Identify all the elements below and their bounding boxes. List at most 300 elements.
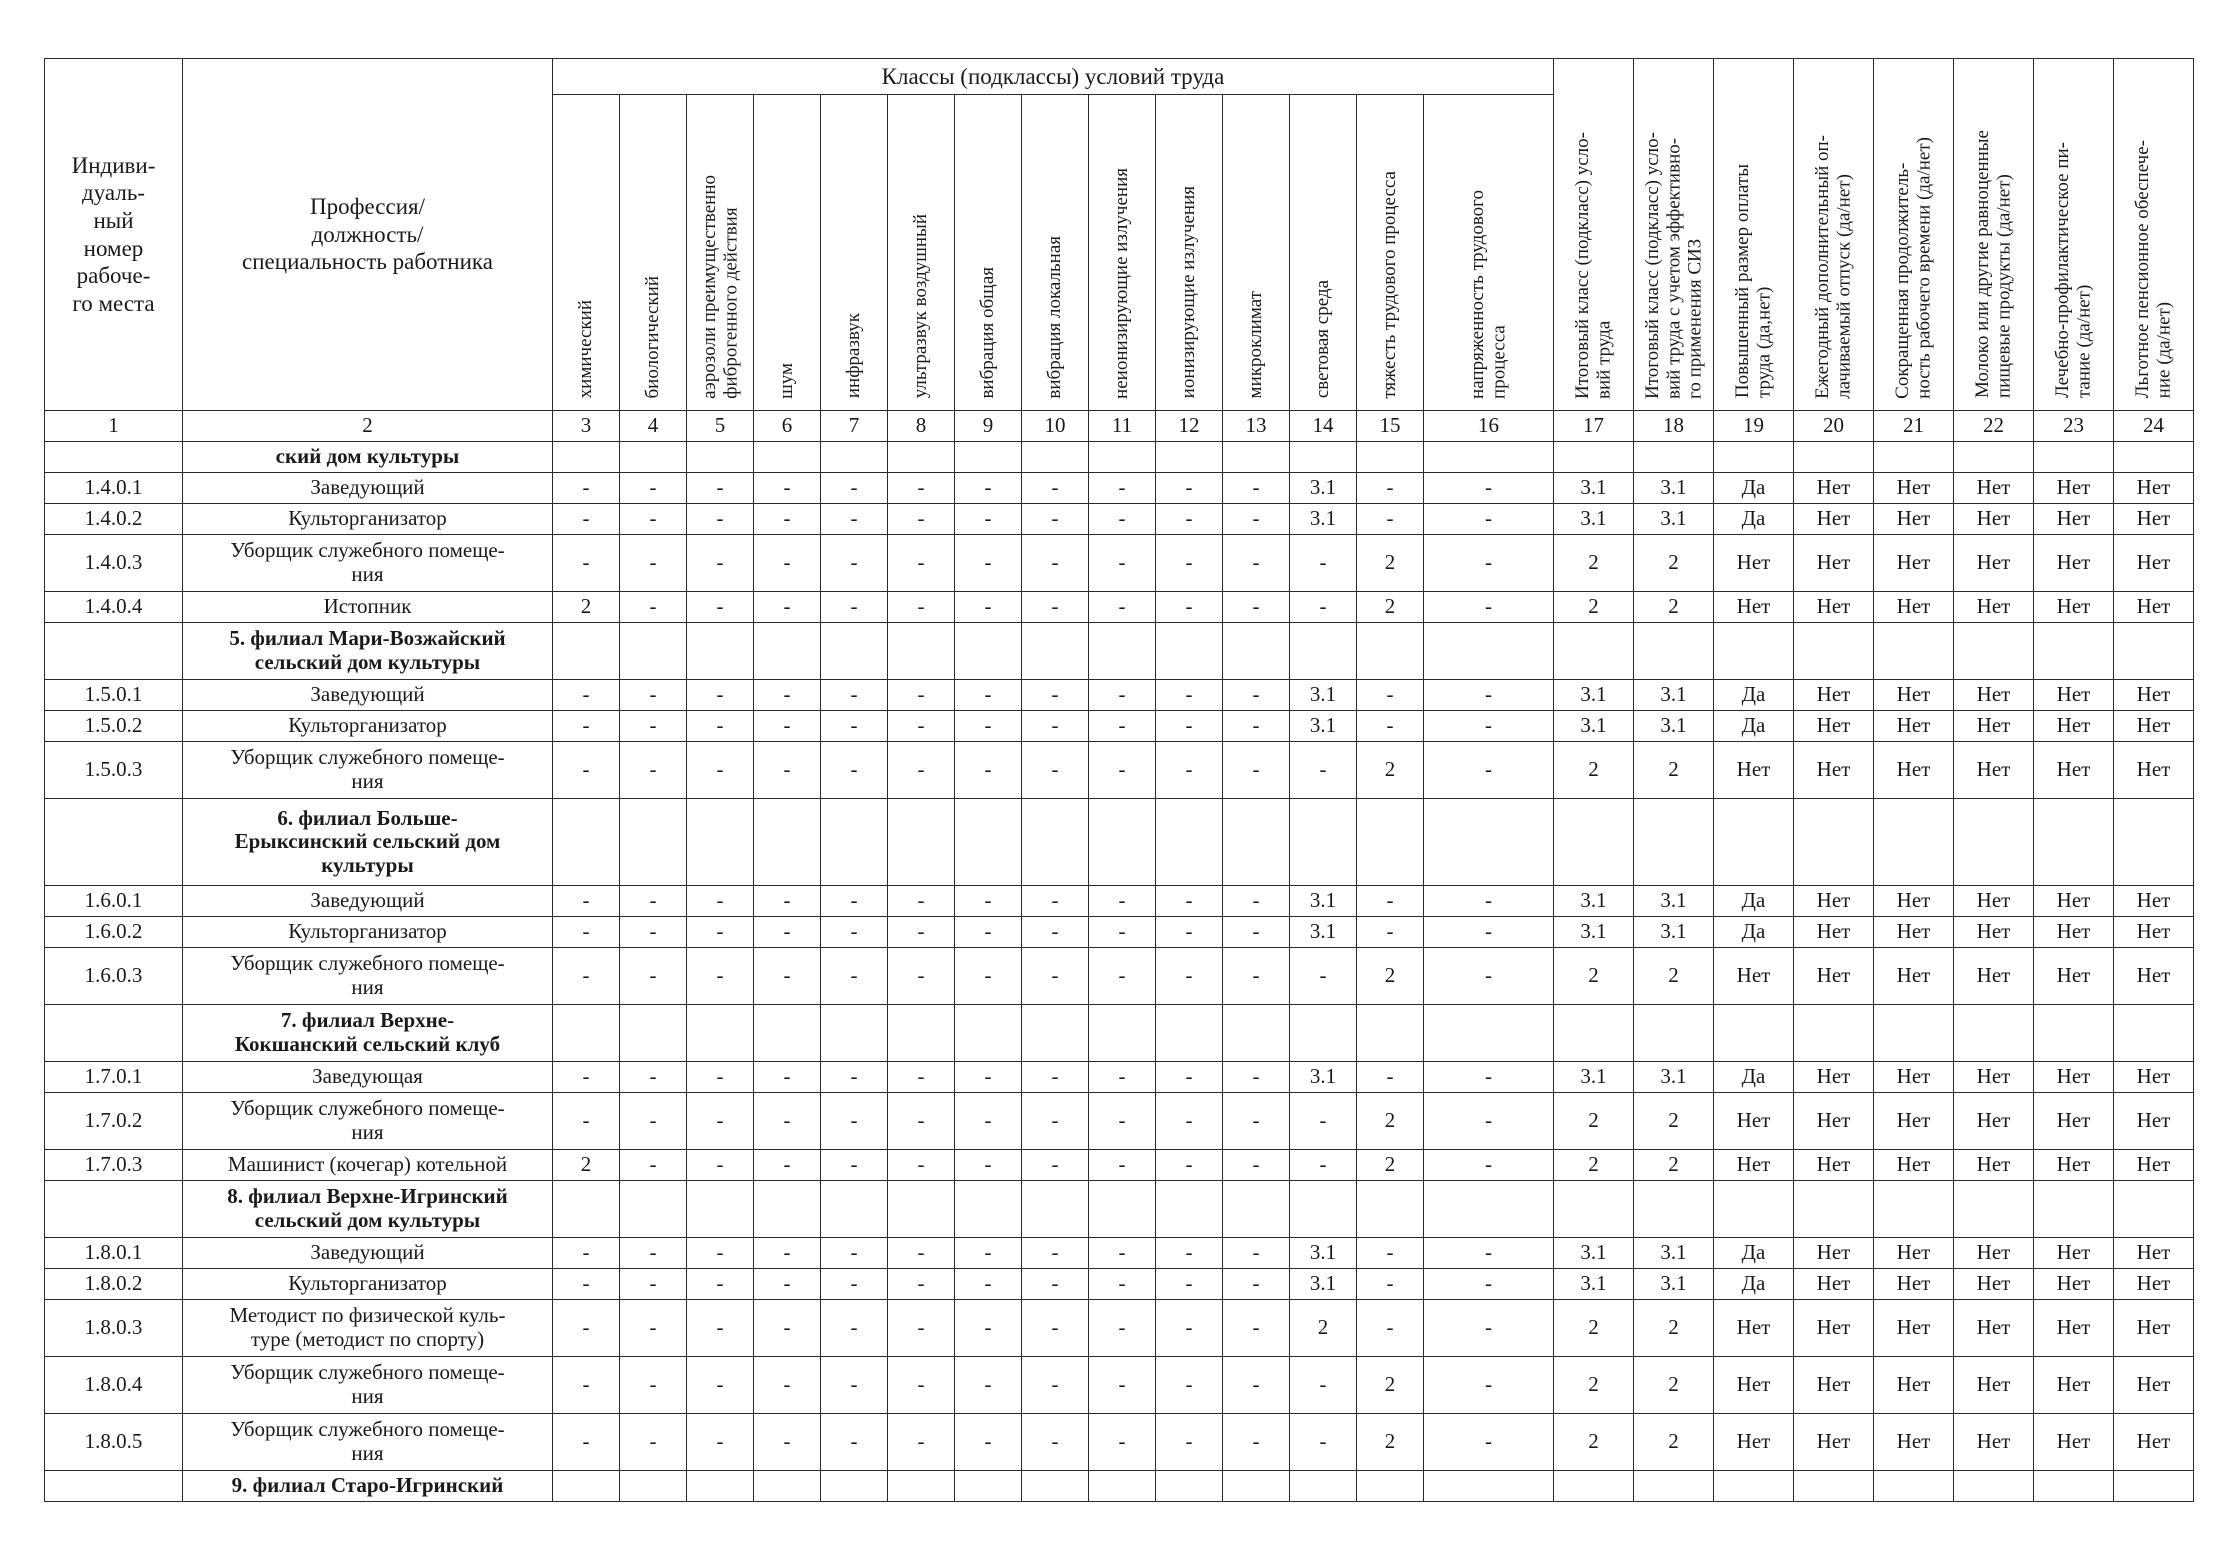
section-empty-cell — [1089, 1181, 1156, 1238]
section-empty-cell — [821, 1005, 888, 1062]
value-cell: - — [754, 917, 821, 948]
table-row — [45, 1269, 2194, 1300]
section-empty-cell — [1424, 1005, 1554, 1062]
value-cell: - — [754, 680, 821, 711]
column-number: 20 — [1794, 411, 1874, 442]
column-number: 3 — [553, 411, 620, 442]
section-empty-cell — [888, 1471, 955, 1502]
value-cell: Нет — [1714, 1357, 1794, 1414]
value-cell: Нет — [1794, 917, 1874, 948]
value-cell: - — [1357, 1062, 1424, 1093]
value-cell: - — [754, 1238, 821, 1269]
column-number: 4 — [620, 411, 687, 442]
value-cell: Нет — [2034, 948, 2114, 1005]
section-empty-cell — [1357, 799, 1424, 886]
header-factor-9-text: неионизирующие излучения — [1111, 167, 1133, 399]
header-factor-5 — [821, 95, 888, 411]
value-cell: - — [687, 711, 754, 742]
value-cell: - — [1290, 1414, 1357, 1471]
section-empty-cell — [1874, 1181, 1954, 1238]
value-cell: - — [1089, 473, 1156, 504]
value-cell: - — [687, 592, 754, 623]
section-empty-cell — [955, 1471, 1022, 1502]
section-empty-cell — [1089, 799, 1156, 886]
value-cell: - — [1156, 742, 1223, 799]
value-cell: - — [888, 504, 955, 535]
profession-name: Истопник — [183, 592, 553, 623]
value-cell: - — [1424, 1414, 1554, 1471]
section-empty-cell — [1424, 1181, 1554, 1238]
value-cell: - — [821, 1150, 888, 1181]
value-cell: - — [1022, 1300, 1089, 1357]
header-factor-7 — [955, 95, 1022, 411]
section-empty-cell — [687, 1471, 754, 1502]
table-row — [45, 1300, 2194, 1357]
value-cell: - — [1290, 742, 1357, 799]
section-id-cell — [45, 1471, 183, 1502]
value-cell: - — [1089, 742, 1156, 799]
section-empty-cell — [1424, 442, 1554, 473]
value-cell: - — [821, 1062, 888, 1093]
value-cell: Нет — [2034, 1300, 2114, 1357]
value-cell: - — [955, 592, 1022, 623]
section-empty-cell — [620, 1471, 687, 1502]
section-empty-cell — [821, 799, 888, 886]
header-factor-14 — [1424, 95, 1554, 411]
value-cell: - — [1424, 948, 1554, 1005]
value-cell: - — [620, 1238, 687, 1269]
value-cell: - — [1022, 680, 1089, 711]
header-summary-3 — [1714, 59, 1794, 411]
section-empty-cell — [888, 1005, 955, 1062]
section-empty-cell — [1554, 799, 1634, 886]
value-cell: 2 — [1554, 535, 1634, 592]
value-cell: - — [1223, 1357, 1290, 1414]
working-conditions-table — [44, 58, 2194, 1502]
profession-name: Заведующий — [183, 1238, 553, 1269]
value-cell: Нет — [2114, 742, 2194, 799]
value-cell: - — [955, 1150, 1022, 1181]
value-cell: - — [1223, 1062, 1290, 1093]
section-empty-cell — [888, 623, 955, 680]
value-cell: Нет — [2114, 680, 2194, 711]
column-number: 2 — [183, 411, 553, 442]
value-cell: 2 — [1554, 742, 1634, 799]
value-cell: - — [955, 1414, 1022, 1471]
column-number-row — [45, 411, 2194, 442]
value-cell: Нет — [1874, 711, 1954, 742]
section-empty-cell — [1022, 623, 1089, 680]
value-cell: - — [888, 1150, 955, 1181]
section-empty-cell — [1290, 1181, 1357, 1238]
value-cell: 2 — [1634, 1414, 1714, 1471]
value-cell: - — [821, 1414, 888, 1471]
profession-name: Культорганизатор — [183, 711, 553, 742]
value-cell: - — [1424, 680, 1554, 711]
header-summary-5 — [1874, 59, 1954, 411]
value-cell: - — [1424, 742, 1554, 799]
header-factor-6 — [888, 95, 955, 411]
value-cell: - — [1156, 535, 1223, 592]
value-cell: - — [1022, 1150, 1089, 1181]
value-cell: Нет — [1874, 742, 1954, 799]
value-cell: - — [1022, 711, 1089, 742]
profession-name: Уборщик служебного помеще- ния — [183, 1414, 553, 1471]
value-cell: - — [1022, 1062, 1089, 1093]
section-empty-cell — [553, 1471, 620, 1502]
value-cell: 3.1 — [1290, 886, 1357, 917]
value-cell: Нет — [2114, 1414, 2194, 1471]
header-summary-2-text: Итоговый класс (подкласс) усло- вий труда с учетом эффективно- го применения СИЗ — [1641, 131, 1706, 399]
value-cell: - — [1156, 948, 1223, 1005]
value-cell: - — [888, 592, 955, 623]
section-empty-cell — [620, 1005, 687, 1062]
value-cell: - — [1424, 535, 1554, 592]
value-cell: - — [754, 742, 821, 799]
value-cell: - — [1357, 680, 1424, 711]
workplace-number: 1.7.0.3 — [45, 1150, 183, 1181]
value-cell: Нет — [2034, 1414, 2114, 1471]
section-empty-cell — [1954, 442, 2034, 473]
value-cell: 3.1 — [1634, 1238, 1714, 1269]
value-cell: 2 — [1634, 1357, 1714, 1414]
value-cell: - — [888, 948, 955, 1005]
value-cell: 3.1 — [1554, 473, 1634, 504]
value-cell: - — [955, 535, 1022, 592]
value-cell: Нет — [2114, 1062, 2194, 1093]
section-empty-cell — [888, 442, 955, 473]
value-cell: - — [821, 1093, 888, 1150]
table-row — [45, 948, 2194, 1005]
workplace-number: 1.8.0.1 — [45, 1238, 183, 1269]
profession-name: Методист по физической куль- туре (методист по спорту) — [183, 1300, 553, 1357]
section-empty-cell — [620, 1181, 687, 1238]
header-factor-5-text: инфразвук — [843, 313, 865, 399]
value-cell: Нет — [1794, 1300, 1874, 1357]
section-empty-cell — [1223, 1005, 1290, 1062]
table-row — [45, 742, 2194, 799]
section-empty-cell — [1554, 1005, 1634, 1062]
section-empty-cell — [955, 442, 1022, 473]
profession-name: Заведующий — [183, 473, 553, 504]
section-empty-cell — [821, 1181, 888, 1238]
value-cell: 2 — [1554, 1414, 1634, 1471]
value-cell: Нет — [2034, 742, 2114, 799]
value-cell: - — [955, 917, 1022, 948]
value-cell: - — [955, 680, 1022, 711]
value-cell: - — [1156, 1150, 1223, 1181]
value-cell: - — [1156, 1414, 1223, 1471]
value-cell: - — [1089, 886, 1156, 917]
value-cell: 2 — [553, 592, 620, 623]
table-body — [45, 442, 2194, 1502]
value-cell: Нет — [1874, 1093, 1954, 1150]
value-cell: Нет — [1954, 504, 2034, 535]
value-cell: - — [1357, 711, 1424, 742]
section-empty-cell — [1954, 1005, 2034, 1062]
value-cell: Нет — [1794, 1093, 1874, 1150]
value-cell: - — [620, 592, 687, 623]
section-empty-cell — [1156, 442, 1223, 473]
value-cell: 3.1 — [1290, 1238, 1357, 1269]
header-summary-3-text: Повышенный размер оплаты труда (да,нет) — [1732, 164, 1775, 399]
section-empty-cell — [1022, 1471, 1089, 1502]
section-id-cell — [45, 1181, 183, 1238]
profession-name: Машинист (кочегар) котельной — [183, 1150, 553, 1181]
value-cell: 2 — [1357, 592, 1424, 623]
value-cell: - — [553, 742, 620, 799]
section-empty-cell — [2034, 1471, 2114, 1502]
section-empty-cell — [1424, 1471, 1554, 1502]
value-cell: - — [687, 680, 754, 711]
profession-name: Заведующий — [183, 680, 553, 711]
value-cell: Нет — [1954, 742, 2034, 799]
value-cell: Нет — [2034, 535, 2114, 592]
value-cell: 2 — [1634, 1150, 1714, 1181]
section-empty-cell — [2114, 1181, 2194, 1238]
value-cell: - — [754, 1300, 821, 1357]
section-empty-cell — [1290, 799, 1357, 886]
value-cell: Нет — [1874, 473, 1954, 504]
section-id-cell — [45, 442, 183, 473]
value-cell: - — [620, 680, 687, 711]
value-cell: - — [888, 1269, 955, 1300]
value-cell: - — [821, 592, 888, 623]
value-cell: - — [821, 535, 888, 592]
value-cell: - — [955, 1269, 1022, 1300]
value-cell: 3.1 — [1634, 711, 1714, 742]
section-empty-cell — [1554, 623, 1634, 680]
value-cell: Нет — [1714, 1300, 1794, 1357]
value-cell: Да — [1714, 1238, 1794, 1269]
value-cell: - — [754, 504, 821, 535]
value-cell: Да — [1714, 504, 1794, 535]
value-cell: - — [955, 1357, 1022, 1414]
header-factor-2 — [620, 95, 687, 411]
value-cell: - — [1223, 1414, 1290, 1471]
value-cell: 2 — [1634, 948, 1714, 1005]
value-cell: - — [1357, 1238, 1424, 1269]
value-cell: Нет — [2114, 1093, 2194, 1150]
value-cell: 2 — [1357, 1414, 1424, 1471]
section-empty-cell — [1954, 1181, 2034, 1238]
column-number: 7 — [821, 411, 888, 442]
section-empty-cell — [1357, 623, 1424, 680]
table-row — [45, 917, 2194, 948]
value-cell: - — [1022, 1414, 1089, 1471]
value-cell: Нет — [1714, 742, 1794, 799]
value-cell: Нет — [1954, 1269, 2034, 1300]
value-cell: - — [620, 917, 687, 948]
section-empty-cell — [1874, 799, 1954, 886]
header-profession-text: Профессия/ должность/ специальность работника — [242, 194, 493, 275]
value-cell: - — [1290, 948, 1357, 1005]
workplace-number: 1.4.0.4 — [45, 592, 183, 623]
value-cell: - — [1022, 1093, 1089, 1150]
value-cell: - — [620, 504, 687, 535]
value-cell: - — [687, 948, 754, 1005]
value-cell: Нет — [2114, 1269, 2194, 1300]
section-empty-cell — [1156, 1181, 1223, 1238]
profession-name: Уборщик служебного помеще- ния — [183, 1357, 553, 1414]
value-cell: - — [620, 1269, 687, 1300]
value-cell: - — [821, 917, 888, 948]
value-cell: 2 — [553, 1150, 620, 1181]
section-empty-cell — [687, 623, 754, 680]
value-cell: - — [553, 473, 620, 504]
value-cell: - — [1089, 592, 1156, 623]
value-cell: - — [1223, 680, 1290, 711]
value-cell: - — [888, 1238, 955, 1269]
value-cell: 2 — [1554, 948, 1634, 1005]
section-empty-cell — [1089, 1005, 1156, 1062]
value-cell: - — [687, 1414, 754, 1471]
value-cell: Да — [1714, 1269, 1794, 1300]
value-cell: - — [553, 1238, 620, 1269]
value-cell: Нет — [2034, 473, 2114, 504]
column-number: 22 — [1954, 411, 2034, 442]
column-number: 16 — [1424, 411, 1554, 442]
value-cell: - — [1357, 504, 1424, 535]
value-cell: - — [821, 504, 888, 535]
value-cell: - — [553, 1269, 620, 1300]
section-title: ский дом культуры — [183, 442, 553, 473]
section-empty-cell — [553, 442, 620, 473]
section-empty-cell — [2034, 442, 2114, 473]
value-cell: Нет — [1874, 680, 1954, 711]
section-empty-cell — [1954, 1471, 2034, 1502]
value-cell: - — [620, 1093, 687, 1150]
value-cell: - — [1223, 1238, 1290, 1269]
profession-name: Уборщик служебного помеще- ния — [183, 535, 553, 592]
value-cell: - — [1022, 1238, 1089, 1269]
value-cell: - — [1089, 948, 1156, 1005]
value-cell: Нет — [2114, 1300, 2194, 1357]
value-cell: - — [687, 535, 754, 592]
value-cell: Нет — [1874, 948, 1954, 1005]
section-empty-cell — [955, 799, 1022, 886]
workplace-number: 1.8.0.2 — [45, 1269, 183, 1300]
value-cell: Нет — [1714, 1150, 1794, 1181]
value-cell: - — [687, 917, 754, 948]
value-cell: - — [888, 535, 955, 592]
table-row — [45, 1238, 2194, 1269]
value-cell: - — [754, 1414, 821, 1471]
value-cell: - — [955, 1093, 1022, 1150]
workplace-number: 1.7.0.2 — [45, 1093, 183, 1150]
value-cell: Нет — [1794, 1357, 1874, 1414]
header-factor-9 — [1089, 95, 1156, 411]
section-empty-cell — [1714, 442, 1794, 473]
value-cell: - — [888, 1414, 955, 1471]
section-title: 9. филиал Старо-Игринский — [183, 1471, 553, 1502]
value-cell: Нет — [1874, 535, 1954, 592]
value-cell: - — [1156, 886, 1223, 917]
value-cell: - — [1089, 1300, 1156, 1357]
section-empty-cell — [1714, 1005, 1794, 1062]
column-number: 11 — [1089, 411, 1156, 442]
header-factor-1-text: химический — [575, 300, 597, 399]
value-cell: Нет — [1794, 1414, 1874, 1471]
section-empty-cell — [1022, 799, 1089, 886]
section-empty-cell — [1357, 1005, 1424, 1062]
profession-name: Уборщик служебного помеще- ния — [183, 1093, 553, 1150]
header-factor-13 — [1357, 95, 1424, 411]
value-cell: - — [687, 1062, 754, 1093]
section-empty-cell — [1290, 442, 1357, 473]
value-cell: - — [754, 948, 821, 1005]
value-cell: - — [1089, 1238, 1156, 1269]
column-number: 23 — [2034, 411, 2114, 442]
value-cell: Нет — [1874, 1300, 1954, 1357]
value-cell: 2 — [1357, 1357, 1424, 1414]
value-cell: Нет — [2034, 1150, 2114, 1181]
value-cell: Нет — [1714, 1093, 1794, 1150]
value-cell: - — [1156, 1269, 1223, 1300]
column-number: 8 — [888, 411, 955, 442]
column-number: 19 — [1714, 411, 1794, 442]
value-cell: 3.1 — [1634, 917, 1714, 948]
value-cell: - — [1223, 917, 1290, 948]
value-cell: Нет — [2114, 535, 2194, 592]
value-cell: - — [1290, 1093, 1357, 1150]
value-cell: - — [1022, 742, 1089, 799]
value-cell: - — [1424, 1238, 1554, 1269]
value-cell: Нет — [2114, 948, 2194, 1005]
value-cell: Нет — [2034, 1093, 2114, 1150]
value-cell: 2 — [1357, 948, 1424, 1005]
section-empty-cell — [1794, 623, 1874, 680]
value-cell: - — [687, 1269, 754, 1300]
value-cell: Нет — [1874, 917, 1954, 948]
value-cell: - — [1424, 886, 1554, 917]
section-empty-cell — [821, 1471, 888, 1502]
section-empty-cell — [1156, 623, 1223, 680]
table-row — [45, 680, 2194, 711]
section-empty-cell — [1634, 623, 1714, 680]
section-empty-cell — [754, 1005, 821, 1062]
value-cell: - — [955, 1062, 1022, 1093]
value-cell: Нет — [1954, 1062, 2034, 1093]
value-cell: Нет — [2034, 1062, 2114, 1093]
section-empty-cell — [2114, 799, 2194, 886]
value-cell: - — [888, 742, 955, 799]
value-cell: Нет — [1954, 1357, 2034, 1414]
section-title: 7. филиал Верхне- Кокшанский сельский клуб — [183, 1005, 553, 1062]
value-cell: - — [821, 1300, 888, 1357]
value-cell: 3.1 — [1290, 1269, 1357, 1300]
section-row — [45, 1471, 2194, 1502]
value-cell: 2 — [1357, 1150, 1424, 1181]
header-factor-4 — [754, 95, 821, 411]
value-cell: Нет — [2034, 1238, 2114, 1269]
header-factor-8-text: вибрация локальная — [1044, 235, 1066, 399]
header-factor-1 — [553, 95, 620, 411]
value-cell: - — [620, 1300, 687, 1357]
section-empty-cell — [1357, 442, 1424, 473]
workplace-number: 1.7.0.1 — [45, 1062, 183, 1093]
section-empty-cell — [1223, 799, 1290, 886]
header-summary-6-text: Молоко или другие равноценные пищевые продукты (да/нет) — [1972, 130, 2015, 399]
value-cell: Нет — [1794, 504, 1874, 535]
header-factor-10-text: ионизирующие излучения — [1178, 186, 1200, 399]
section-empty-cell — [1290, 623, 1357, 680]
value-cell: - — [687, 1093, 754, 1150]
header-factor-13-text: тяжесть трудового процесса — [1379, 170, 1401, 399]
value-cell: - — [888, 711, 955, 742]
value-cell: Нет — [2114, 917, 2194, 948]
value-cell: - — [1022, 592, 1089, 623]
